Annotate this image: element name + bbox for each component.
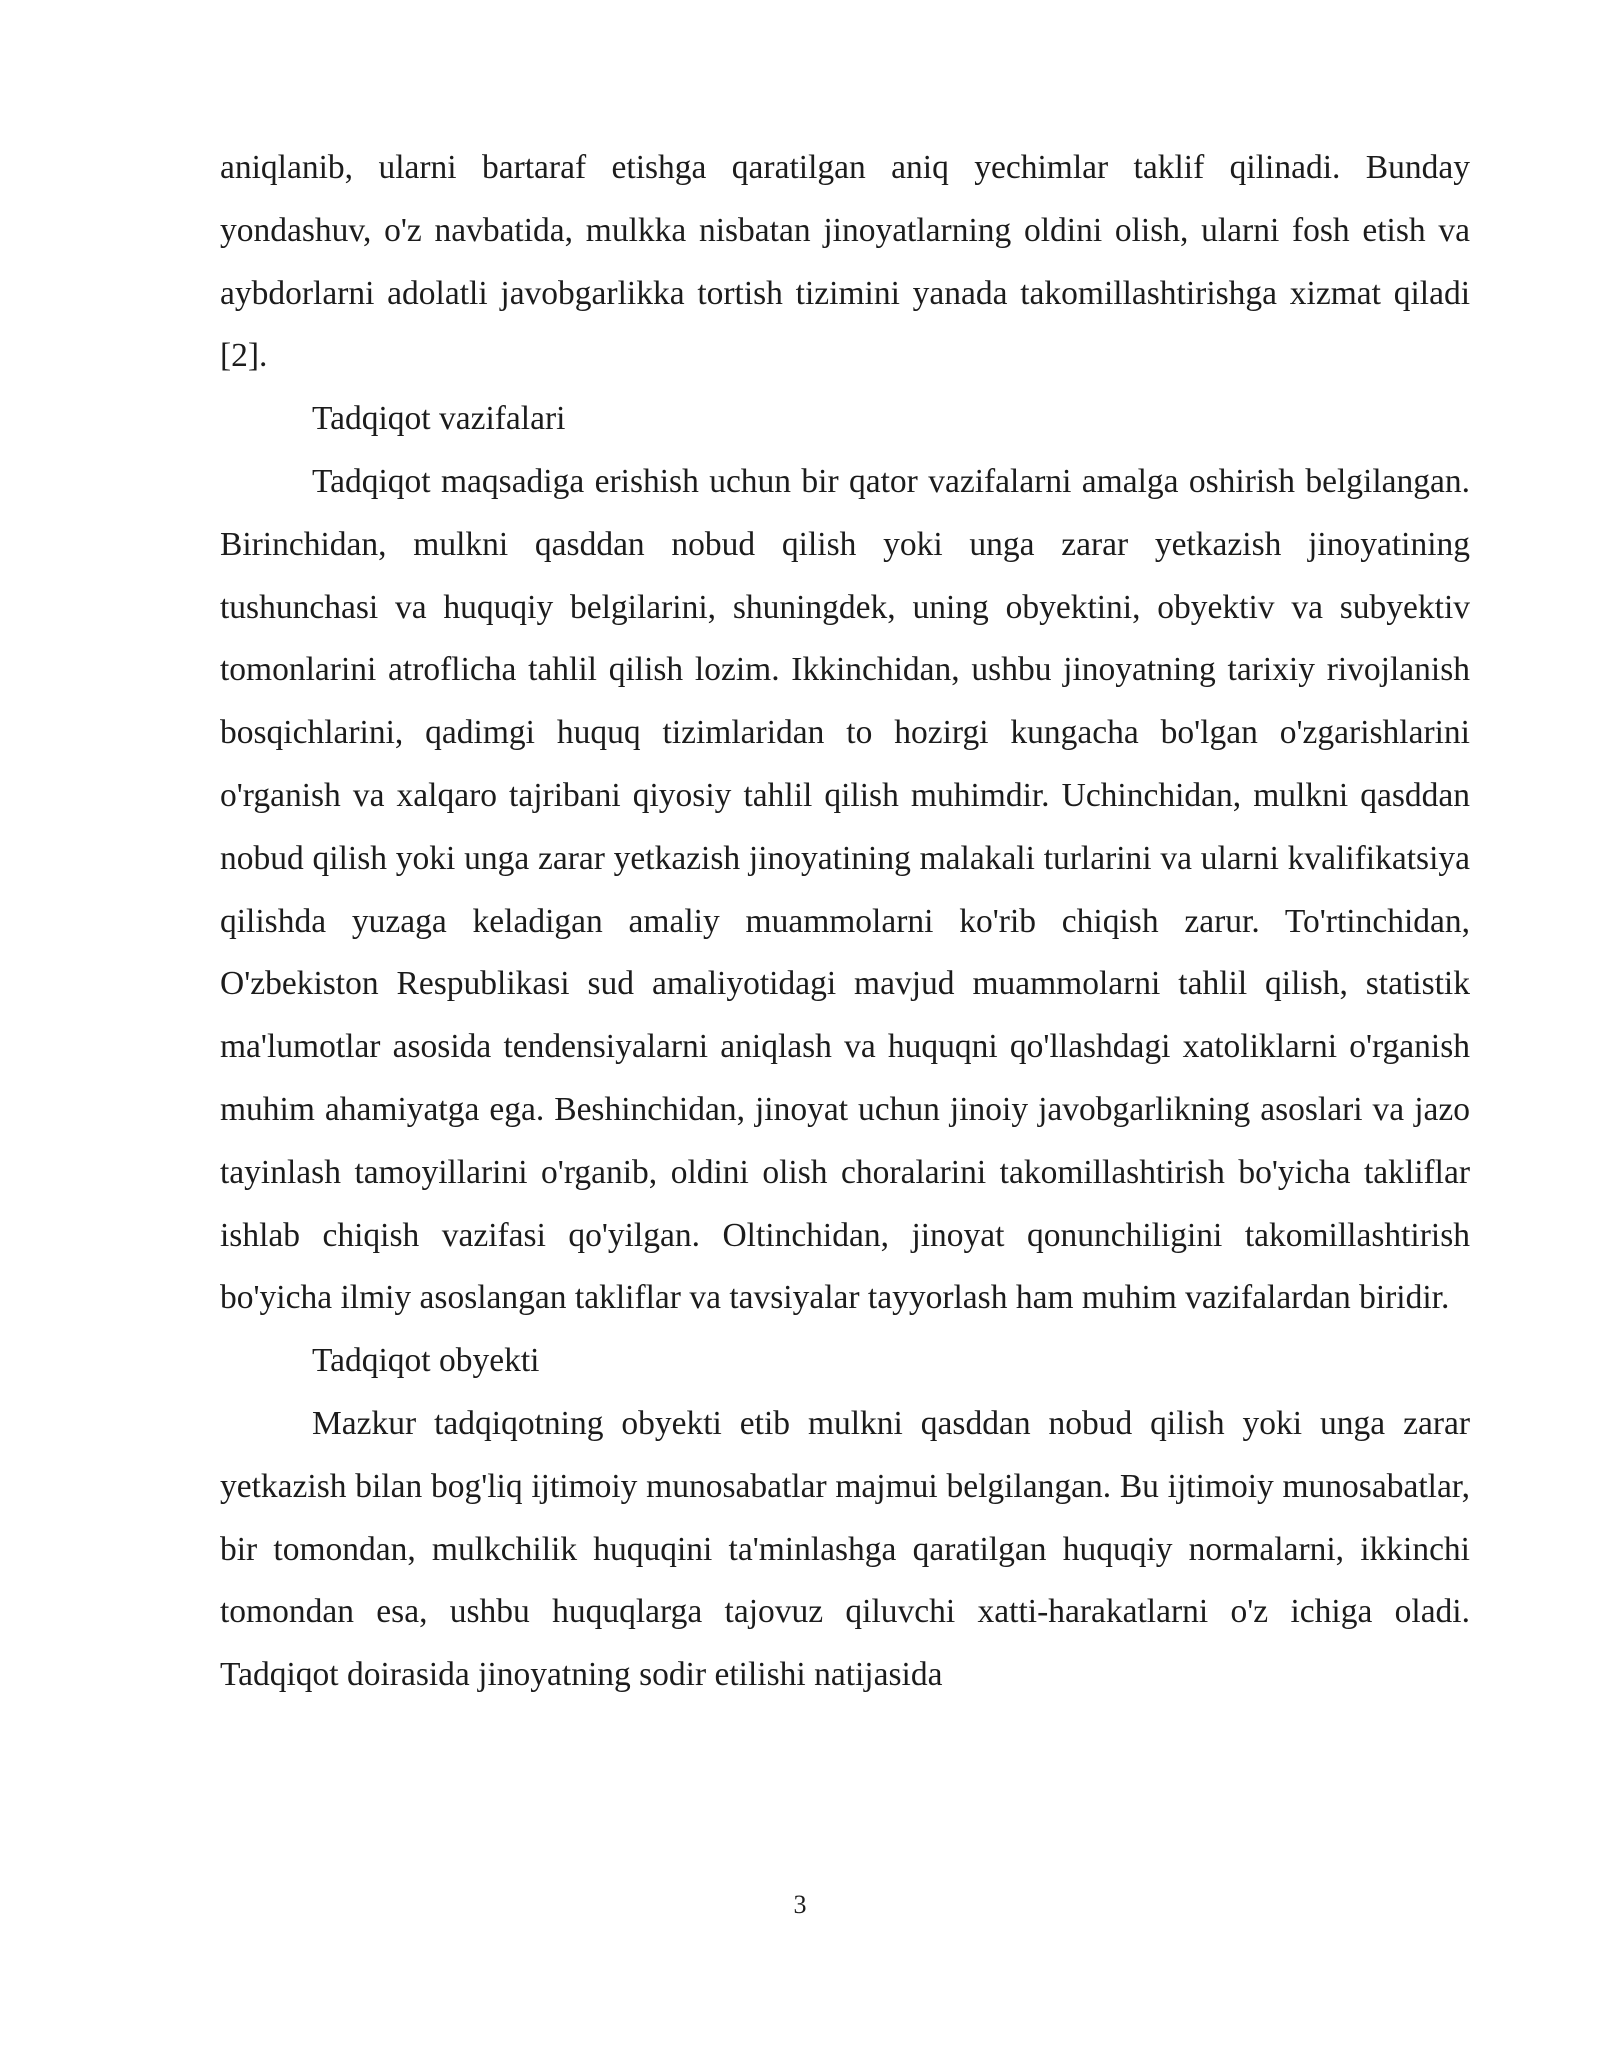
section-heading-tasks: Tadqiqot vazifalari <box>312 400 566 438</box>
section-heading-object: Tadqiqot obyekti <box>312 1342 540 1380</box>
page-number: 3 <box>793 1890 807 1919</box>
paragraph-tasks: Tadqiqot maqsadiga erishish uchun bir qator vazifalarni amalga oshirish belgilangan. Birinchidan, mulkni qasddan nobud qilish yoki unga zarar yetkazish jinoyatining tushunchasi va huquqiy belgilarini, shuningdek, uning obyektini, obyektiv va subyektiv tomonlarini atroflicha tahlil qilish lozim. Ikkinchidan, ushbu jinoyatning tarixiy rivojlanish bosqichlarini, qadimgi huquq tizimlaridan to hozirgi kungacha bo'lgan o'zgarishlarini o'rganish va xalqaro tajribani qiyosiy tahlil qilish muhimdir. Uchinchidan, mulkni qasddan nobud qilish yoki unga zarar yetkazish jinoyatining malakali turlarini va ularni kvalifikatsiya qilishda yuzaga keladigan amaliy muammolarni ko'rib chiqish zarur. To'rtinchidan, O'zbekiston Respublikasi sud amaliyotidagi mavjud muammolarni tahlil qilish, statistik ma'lumotlar asosida tendensiyalarni aniqlash va huquqni qo'llashdagi xatoliklarni o'rganish muhim ahamiyatga ega. Beshinchidan, jinoyat uchun jinoiy javobgarlikning asoslari va jazo tayinlash tamoyillarini o'rganib, oldini olish choralarini takomillashtirish bo'yicha takliflar ishlab chiqish vazifasi qo'yilgan. Oltinchidan, jinoyat qonunchiligini takomillashtirish bo'yicha ilmiy asoslangan takliflar va tavsiyalar tayyorlash ham muhim vazifalardan biridir. <box>220 462 1470 1317</box>
paragraph-object: Mazkur tadqiqotning obyekti etib mulkni qasddan nobud qilish yoki unga zarar yetkazish bilan bog'liq ijtimoiy munosabatlar majmui belgilangan. Bu ijtimoiy munosabatlar, bir tomondan, mulkchilik huquqini ta'minlashga qaratilgan huquqiy normalarni, ikkinchi tomondan esa, ushbu huquqlarga tajovuz qiluvchi xatti-harakatlarni o'z ichiga oladi. Tadqiqot doirasida jinoyatning sodir etilishi natijasida <box>220 1404 1470 1694</box>
paragraph-continuation: aniqlanib, ularni bartaraf etishga qaratilgan aniq yechimlar taklif qilinadi. Bunday yondashuv, o'z navbatida, mulkka nisbatan jinoyatlarning oldini olish, ularni fosh etish va aybdorlarni adolatli javobgarlikka tortish tizimini yanada takomillashtirishga xizmat qiladi [2]. <box>220 149 1470 375</box>
document-body <box>220 137 1470 1707</box>
